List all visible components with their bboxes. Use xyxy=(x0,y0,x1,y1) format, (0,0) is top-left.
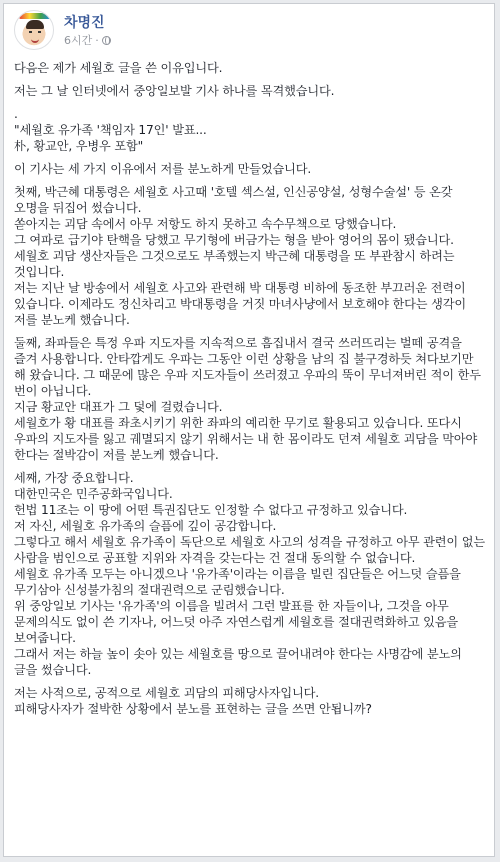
post-paragraph xyxy=(14,184,488,328)
post-text-line: 대한민국은 민주공화국입니다. xyxy=(14,487,173,501)
post-paragraph xyxy=(14,83,488,99)
post-text-line: 그렇다고 해서 세월호 유가족이 독단으로 세월호 사고의 성격을 규정하고 아무 관련이 없는 사람을 범인으로 공표할 지위와 자격을 갖는다는 건 절대 동의할 수 없습니다. xyxy=(14,535,486,565)
post-text-line: 이 기사는 세 가지 이유에서 저를 분노하게 만들었습니다. xyxy=(14,162,312,176)
author-name[interactable]: 차명진 xyxy=(64,15,105,31)
post-text-line: 둘째, 좌파들은 특정 우파 지도자를 지속적으로 흠집내서 결국 쓰러뜨리는 벌떼 공격을 즐겨 사용합니다. 안타깝게도 우파는 그동안 이런 상황을 남의 집 불구경하듯 쳐다보기만 해 왔습니다. 그 때문에 많은 우파 지도자들이 쓰러졌고 우파의 뚝이 무너져버린 적이 한두 번이 아닙니다. xyxy=(14,336,481,398)
meta-separator: · xyxy=(95,34,99,47)
post-paragraph xyxy=(14,60,488,76)
post-timestamp[interactable]: 6시간 xyxy=(64,34,93,47)
post-body xyxy=(14,60,488,724)
post-text-line: 첫째, 박근혜 대통령은 세월호 사고때 '호텔 섹스설, 인신공양설, 성형수술설' 등 온갖 오명을 뒤집어 썼습니다. xyxy=(14,185,453,215)
post-text-line: 저는 사적으로, 공적으로 세월호 괴담의 피해당사자입니다. xyxy=(14,686,320,700)
post-text-line: 세월호가 황 대표를 좌초시키기 위한 좌파의 예리한 무기로 활용되고 있습니다. 또다시 우파의 지도자를 잃고 궤멸되지 않기 위해서는 내 한 몸이라도 던져 세월호 괴담을 막아야 한다는 절박감이 저를 분노케 했습니다. xyxy=(14,416,478,462)
avatar[interactable] xyxy=(14,10,54,50)
post-text-line: 헌법 11조는 이 땅에 어떤 특권집단도 인정할 수 없다고 규정하고 있습니다. xyxy=(14,503,408,517)
post-text-line: 저 자신, 세월호 유가족의 슬픔에 깊이 공감합니다. xyxy=(14,519,277,533)
post-text-line: 저는 지난 날 방송에서 세월호 사고와 관련해 박 대통령 비하에 동조한 부끄러운 전력이 있습니다. 이제라도 정신차리고 박대통령을 거짓 마녀사냥에서 보호해야 한다는 생각이 저를 분노케 했습니다. xyxy=(14,281,466,327)
avatar-banner xyxy=(19,13,51,19)
avatar-eyes xyxy=(29,31,41,33)
facebook-post xyxy=(3,3,495,857)
post-paragraph xyxy=(14,685,488,717)
post-text-line: 세째, 가장 중요합니다. xyxy=(14,471,134,485)
post-text-line: "세월호 유가족 '책임자 17인' 발표... xyxy=(14,123,207,137)
post-paragraph xyxy=(14,161,488,177)
globe-icon[interactable] xyxy=(102,36,111,45)
post-meta xyxy=(64,32,111,48)
post-text-line: 피해당사자가 절박한 상황에서 분노를 표현하는 글을 쓰면 안됩니까? xyxy=(14,702,372,716)
post-text-line: 朴, 황교안, 우병우 포함" xyxy=(14,139,144,153)
post-paragraph xyxy=(14,470,488,678)
post-text-line: 지금 황교안 대표가 그 덫에 걸렸습니다. xyxy=(14,400,223,414)
post-paragraph xyxy=(14,106,488,154)
post-text-line: 저는 그 날 인터넷에서 중앙일보발 기사 하나를 목격했습니다. xyxy=(14,84,335,98)
post-text-line: 다음은 제가 세월호 글을 쓴 이유입니다. xyxy=(14,61,223,75)
avatar-hair xyxy=(26,20,44,29)
post-text-line: 위 중앙일보 기사는 '유가족'의 이름을 빌려서 그런 발표를 한 자들이나, 그것을 아무 문제의식도 없이 쓴 기자나, 어느덧 아주 자연스럽게 세월호를 절대권력화하고 있음을 보여줍니다. xyxy=(14,599,459,645)
post-text-line: 세월호 괴담 생산자들은 그것으로도 부족했는지 박근혜 대통령을 또 부관참시 하려는 것입니다. xyxy=(14,249,455,279)
post-paragraph xyxy=(14,335,488,463)
post-text-line: 그래서 저는 하늘 높이 솟아 있는 세월호를 땅으로 끌어내려야 한다는 사명감에 분노의 글을 썼습니다. xyxy=(14,647,462,677)
avatar-mouth xyxy=(31,38,39,43)
post-text-line: 그 여파로 급기야 탄핵을 당했고 무기형에 버금가는 형을 받아 영어의 몸이 됐습니다. xyxy=(14,233,454,247)
post-text-line: 쏟아지는 괴담 속에서 아무 저항도 하지 못하고 속수무책으로 당했습니다. xyxy=(14,217,397,231)
post-text-line: 세월호 유가족 모두는 아니겠으나 '유가족'이라는 이름을 빌린 집단들은 어느덧 슬픔을 무기삼아 신성불가침의 절대권력으로 군림했습니다. xyxy=(14,567,461,597)
post-text-line: . xyxy=(14,107,18,121)
